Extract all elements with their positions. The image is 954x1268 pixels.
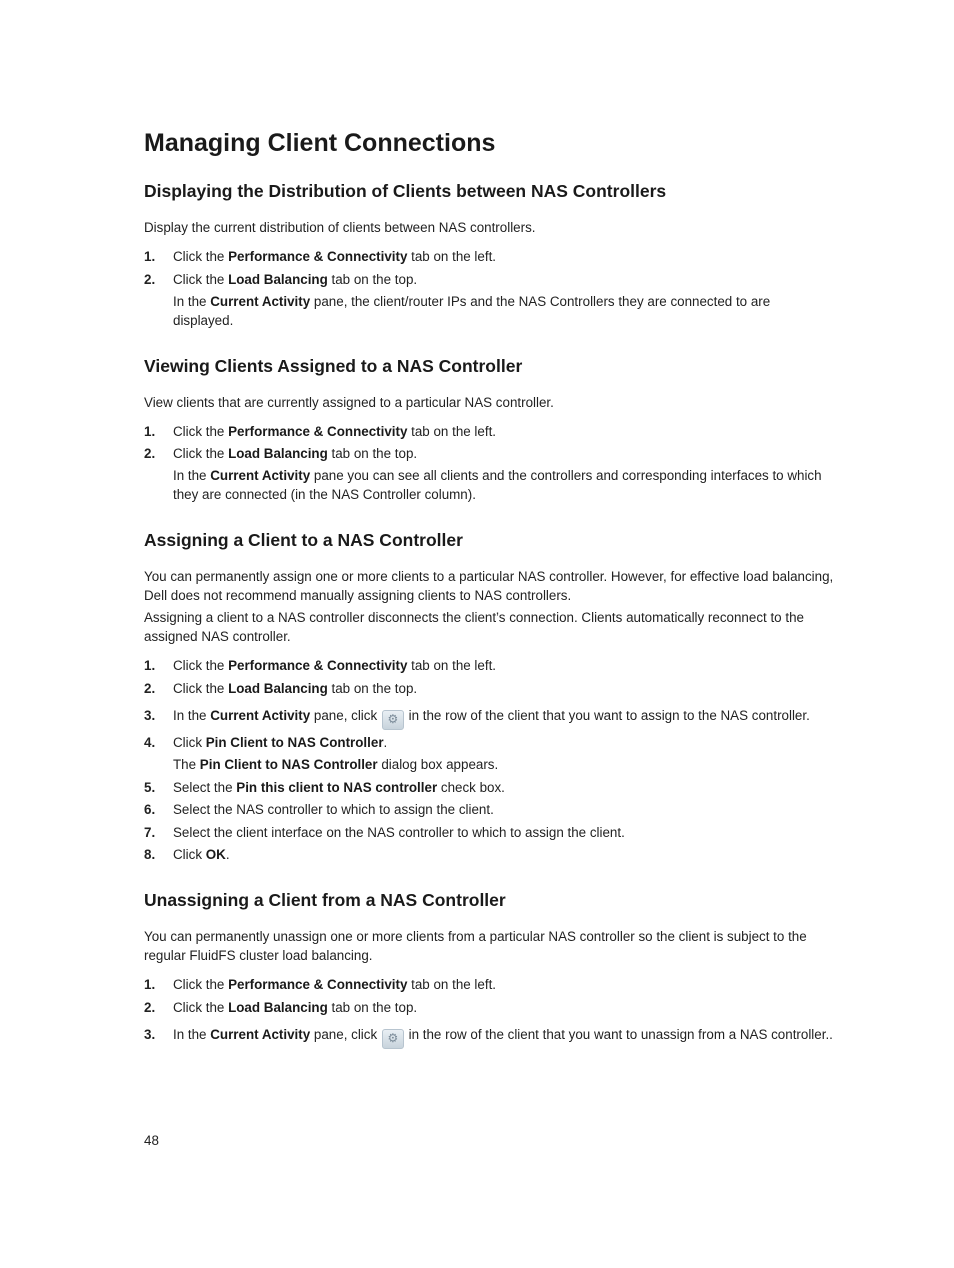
step-item (144, 656, 834, 675)
step-item (144, 679, 834, 698)
step-number: 8. (144, 847, 156, 862)
step-item (144, 998, 834, 1017)
step-number: 3. (144, 707, 156, 723)
step-number: 2. (144, 680, 156, 696)
step-number: 5. (144, 779, 156, 795)
step-number: 2. (144, 999, 156, 1015)
ui-term: Performance & Connectivity (228, 423, 408, 439)
ui-term: Performance & Connectivity (228, 249, 408, 264)
ui-term: Current Activity (210, 468, 311, 483)
step-text: Click the Performance & Connectivity tab on the left. (173, 249, 497, 264)
step-text: Click the Load Balancing tab on the top. (173, 446, 418, 461)
ui-term: OK (205, 847, 226, 862)
step-result: In the Current Activity pane you can see all clients and the controllers and corresponding interfaces to which they are connected (in the NAS Controller column). (173, 468, 822, 502)
ui-term: Pin this client to NAS controller (236, 779, 438, 795)
ui-term: Load Balancing (228, 446, 328, 461)
step-number: 3. (144, 1026, 156, 1042)
step-result: The Pin Client to NAS Controller dialog box appears. (173, 757, 499, 772)
step-item (144, 845, 834, 864)
ui-term: Current Activity (210, 1026, 311, 1042)
ui-term: Load Balancing (228, 680, 328, 696)
step-number: 1. (144, 249, 156, 264)
section-heading: Unassigning a Client from a NAS Controller (144, 890, 506, 910)
section-intro: You can permanently assign one or more clients to a particular NAS controller. However, for effective load balancing, Dell does not recommend manually assigning clients to NAS controllers. (144, 569, 834, 603)
page-title: Managing Client Connections (144, 129, 496, 157)
step-text: Click OK. (173, 847, 230, 862)
step-item (144, 422, 834, 441)
step-number: 1. (144, 977, 156, 992)
section-intro: You can permanently unassign one or more clients from a particular NAS controller so the client is subject to the regular FluidFS cluster load balancing. (144, 929, 807, 963)
step-text: Click the Performance & Connectivity tab on the left. (173, 977, 497, 992)
step-item (144, 823, 834, 842)
step-number: 6. (144, 802, 156, 817)
step-text: In the Current Activity pane, click ⚙ in the row of the client that you want to assign to the NAS controller. (173, 708, 810, 723)
step-text: Click the Load Balancing tab on the top. (173, 271, 418, 287)
page-content (144, 126, 834, 1073)
ui-term: Current Activity (210, 707, 311, 723)
step-text: Click the Performance & Connectivity tab on the left. (173, 658, 497, 673)
ui-term: Load Balancing (228, 999, 328, 1015)
section-intro: Display the current distribution of clients between NAS controllers. (144, 220, 536, 235)
section-heading: Assigning a Client to a NAS Controller (144, 530, 463, 550)
ui-term: Current Activity (210, 293, 311, 309)
step-number: 7. (144, 824, 156, 840)
section-intro: Assigning a client to a NAS controller disconnects the client’s connection. Clients automatically reconnect to the assigned NAS controller. (144, 610, 804, 644)
step-text: Click the Load Balancing tab on the top. (173, 999, 418, 1015)
sections-container (144, 179, 834, 1049)
section-heading: Viewing Clients Assigned to a NAS Controller (144, 355, 523, 376)
step-text: Click Pin Client to NAS Controller. (173, 735, 388, 750)
step-text: Select the NAS controller to which to assign the client. (173, 802, 494, 817)
ui-term: Pin Client to NAS Controller (199, 757, 378, 772)
gear-icon[interactable]: ⚙ (382, 710, 404, 730)
page-number: 48 (144, 1133, 159, 1148)
step-list (144, 422, 834, 505)
step-list (144, 975, 834, 1049)
step-item (144, 975, 834, 994)
ui-term: Performance & Connectivity (228, 658, 408, 673)
step-item (144, 778, 834, 797)
step-number: 1. (144, 658, 156, 673)
step-list (144, 247, 834, 330)
step-text: Click the Load Balancing tab on the top. (173, 680, 418, 696)
step-item (144, 444, 834, 504)
step-text: Click the Performance & Connectivity tab on the left. (173, 423, 497, 439)
ui-term: Load Balancing (228, 271, 328, 287)
step-number: 1. (144, 423, 156, 439)
step-item (144, 800, 834, 819)
step-list (144, 656, 834, 864)
step-item (144, 733, 834, 774)
step-item (144, 1025, 834, 1049)
ui-term: Performance & Connectivity (228, 977, 408, 992)
ui-term: Pin Client to NAS Controller (205, 735, 384, 750)
step-text: Select the Pin this client to NAS controller check box. (173, 779, 505, 795)
gear-icon[interactable]: ⚙ (382, 1029, 404, 1049)
step-item (144, 247, 834, 266)
step-text: In the Current Activity pane, click ⚙ in the row of the client that you want to unassign from a NAS controller.. (173, 1027, 833, 1042)
step-item (144, 706, 834, 730)
section-intro: View clients that are currently assigned to a particular NAS controller. (144, 394, 554, 410)
step-number: 4. (144, 735, 156, 750)
step-number: 2. (144, 271, 156, 287)
section-heading: Displaying the Distribution of Clients between NAS Controllers (144, 181, 667, 201)
step-number: 2. (144, 446, 156, 461)
step-result: In the Current Activity pane, the client/router IPs and the NAS Controllers they are connected to are displayed. (173, 293, 771, 328)
step-text: Select the client interface on the NAS controller to which to assign the client. (173, 824, 625, 840)
step-item (144, 270, 834, 330)
